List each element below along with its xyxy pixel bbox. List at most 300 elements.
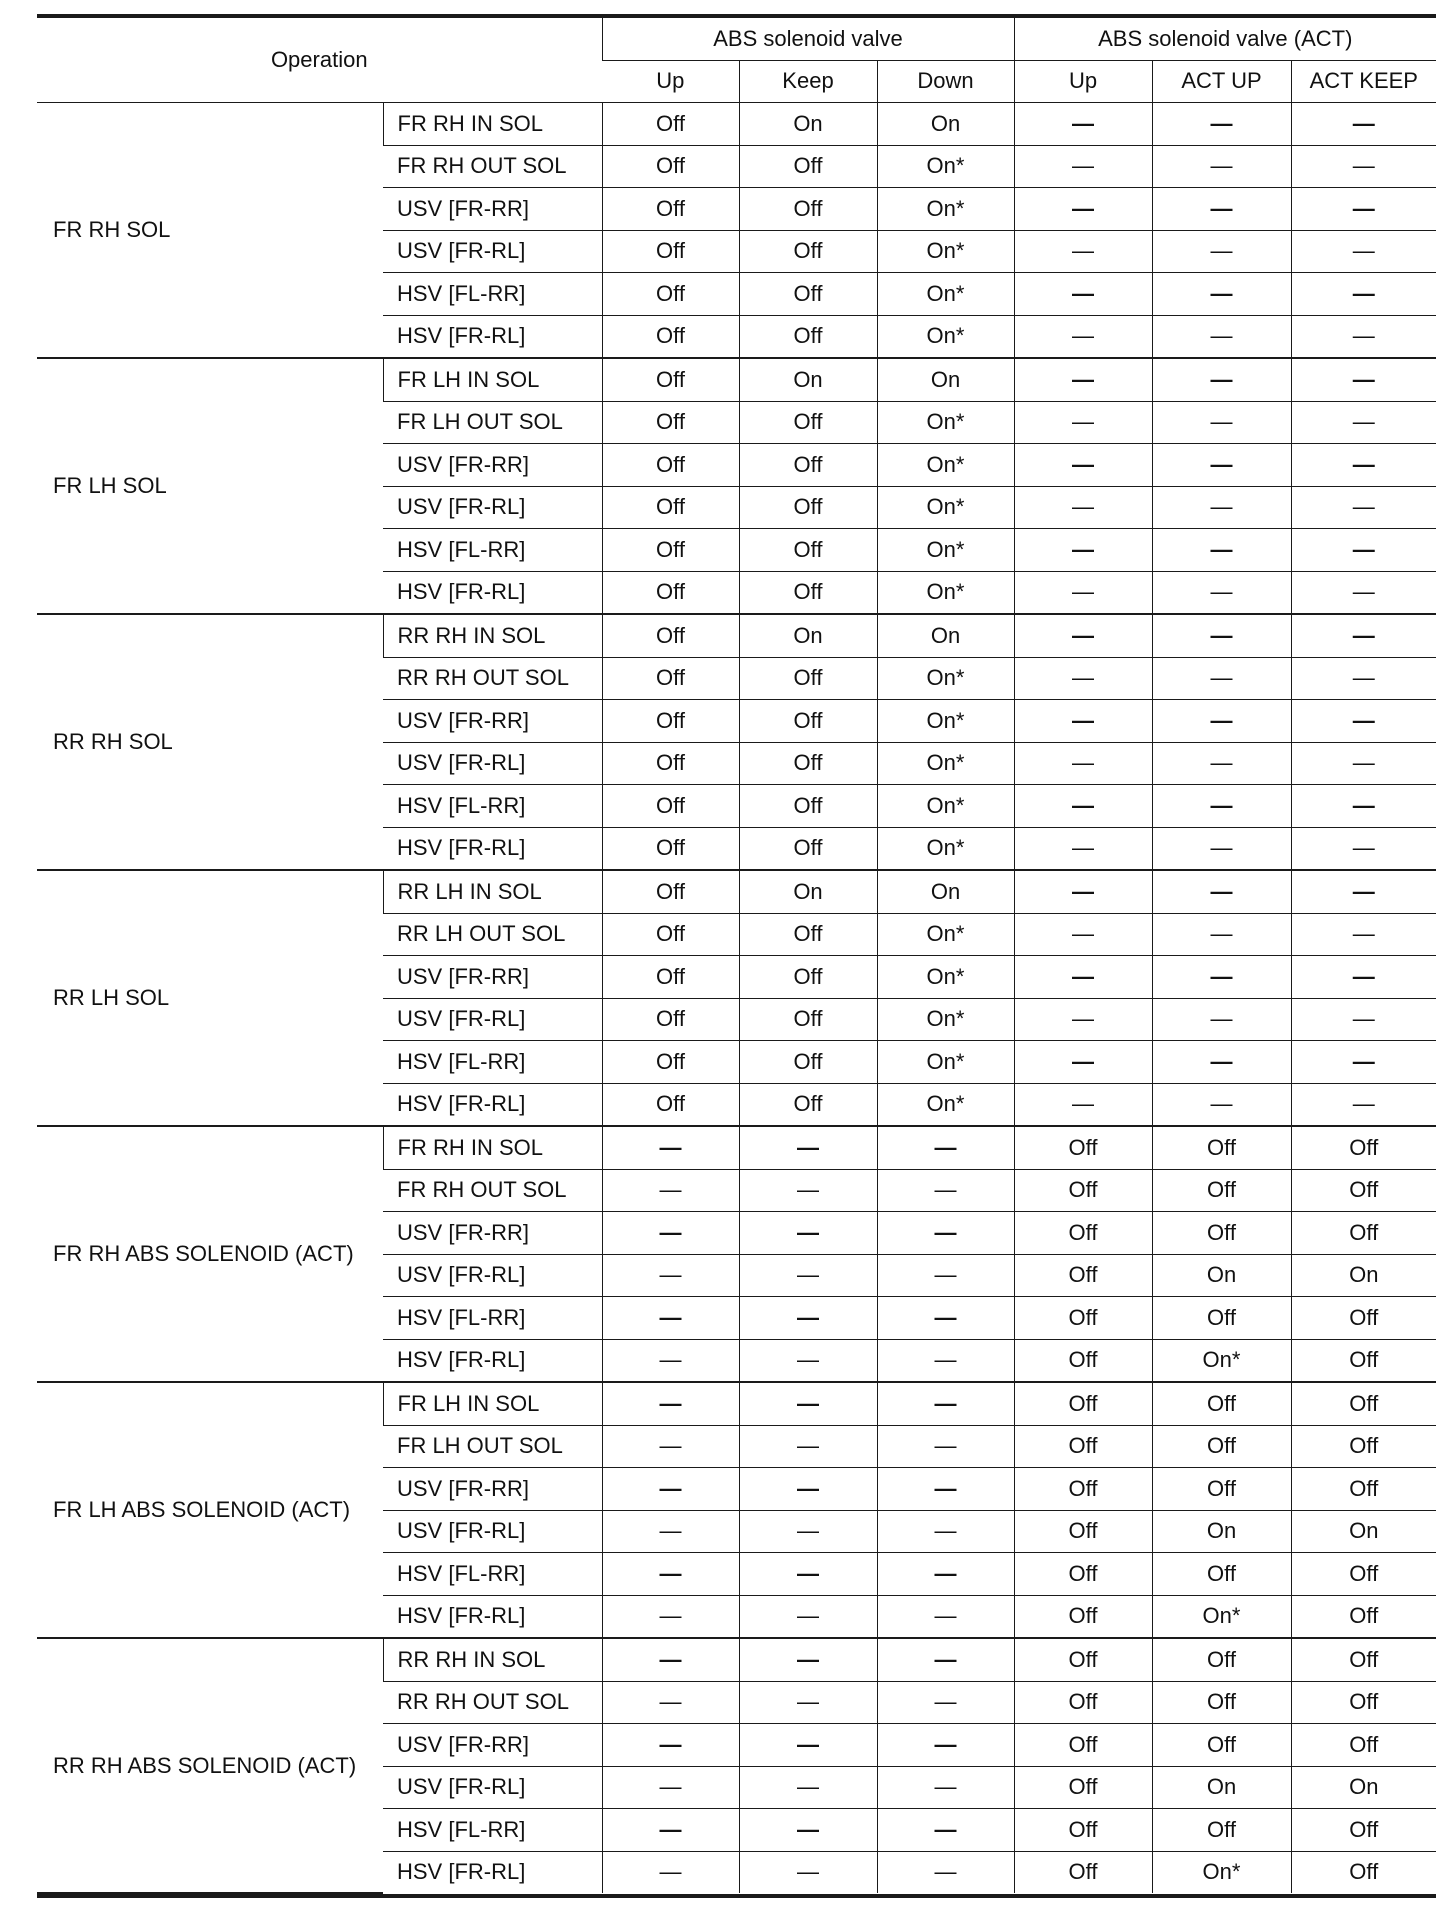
table-body [37,103,1436,1894]
status-cell: — [1152,444,1291,487]
status-cell: — [602,1254,739,1297]
status-cell: Off [602,1041,739,1084]
operation-group-label: FR LH ABS SOLENOID (ACT) [37,1382,383,1638]
status-cell: Off [739,742,877,785]
solenoid-item-label: HSV [FR-RL] [383,1083,602,1126]
table-row [37,1638,1436,1681]
status-cell: Off [1291,1382,1436,1425]
status-cell: — [1291,401,1436,444]
status-cell: Off [602,401,739,444]
status-cell: Off [1291,1425,1436,1468]
status-cell: — [877,1681,1014,1724]
status-cell: Off [1014,1724,1152,1767]
status-cell: — [1291,827,1436,870]
status-cell: — [1014,614,1152,657]
status-cell: On* [877,1083,1014,1126]
status-cell: — [877,1169,1014,1212]
status-cell: — [1152,657,1291,700]
status-cell: — [1152,827,1291,870]
status-cell: Off [602,230,739,273]
status-cell: Off [602,145,739,188]
status-cell: — [1014,188,1152,231]
status-cell: — [1291,785,1436,828]
status-cell: — [1014,571,1152,614]
status-cell: — [1291,870,1436,913]
status-cell: Off [602,913,739,956]
status-cell: — [1014,103,1152,146]
status-cell: — [1014,913,1152,956]
solenoid-operation-table [37,14,1436,1898]
status-cell: Off [1152,1212,1291,1255]
status-cell: Off [1014,1553,1152,1596]
column-header: ACT KEEP [1291,60,1436,103]
status-cell: — [1291,956,1436,999]
status-cell: Off [602,998,739,1041]
status-cell: — [739,1553,877,1596]
status-cell: On [877,614,1014,657]
status-cell: — [1014,870,1152,913]
status-cell: On [739,614,877,657]
status-cell: On* [877,486,1014,529]
status-cell: Off [602,486,739,529]
status-cell: — [1014,1083,1152,1126]
status-cell: — [1014,486,1152,529]
status-cell: Off [1291,1212,1436,1255]
status-cell: On [877,358,1014,401]
status-cell: — [602,1339,739,1382]
status-cell: — [739,1724,877,1767]
solenoid-item-label: HSV [FL-RR] [383,529,602,572]
status-cell: — [877,1468,1014,1511]
status-cell: — [602,1212,739,1255]
solenoid-item-label: USV [FR-RR] [383,444,602,487]
status-cell: On* [877,401,1014,444]
status-cell: Off [739,571,877,614]
status-cell: — [602,1382,739,1425]
solenoid-item-label: USV [FR-RL] [383,998,602,1041]
status-cell: — [1291,486,1436,529]
status-cell: Off [1014,1126,1152,1169]
table-row [37,614,1436,657]
status-cell: Off [739,529,877,572]
status-cell: — [1291,315,1436,358]
status-cell: — [877,1425,1014,1468]
status-cell: — [1291,358,1436,401]
solenoid-item-label: HSV [FL-RR] [383,785,602,828]
status-cell: — [877,1724,1014,1767]
table-row [37,103,1436,146]
status-cell: Off [602,273,739,316]
status-cell: Off [1152,1169,1291,1212]
status-cell: — [602,1766,739,1809]
status-cell: On [1152,1510,1291,1553]
status-cell: Off [1152,1809,1291,1852]
status-cell: Off [1152,1638,1291,1681]
status-cell: — [1291,103,1436,146]
status-cell: — [602,1553,739,1596]
column-header: Up [602,60,739,103]
status-cell: — [1152,700,1291,743]
solenoid-item-label: FR RH OUT SOL [383,145,602,188]
status-cell: — [1152,315,1291,358]
solenoid-item-label: HSV [FR-RL] [383,571,602,614]
status-cell: — [1291,742,1436,785]
status-cell: Off [1014,1254,1152,1297]
status-cell: Off [1291,1851,1436,1893]
status-cell: Off [739,188,877,231]
status-cell: — [739,1254,877,1297]
status-cell: Off [602,827,739,870]
status-cell: — [739,1681,877,1724]
status-cell: On* [877,700,1014,743]
status-cell: Off [602,742,739,785]
status-cell: — [1152,486,1291,529]
solenoid-item-label: HSV [FR-RL] [397,1859,526,1885]
status-cell: Off [1014,1169,1152,1212]
status-cell: On* [1152,1339,1291,1382]
status-cell: Off [1014,1510,1152,1553]
status-cell: Off [1152,1468,1291,1511]
status-cell: — [1152,913,1291,956]
status-cell: — [602,1169,739,1212]
status-cell: — [739,1638,877,1681]
status-cell: — [1152,145,1291,188]
solenoid-item-label: USV [FR-RR] [383,188,602,231]
solenoid-item-label: HSV [FR-RL] [383,1595,602,1638]
status-cell: — [1291,571,1436,614]
status-cell: — [877,1126,1014,1169]
status-cell: — [602,1297,739,1340]
status-cell: — [1014,444,1152,487]
status-cell: Off [739,998,877,1041]
status-cell: — [877,1766,1014,1809]
status-cell: — [739,1169,877,1212]
operation-group-label: RR RH SOL [37,614,383,870]
column-header: ACT UP [1152,60,1291,103]
status-cell: Off [1152,1382,1291,1425]
status-cell: — [1014,956,1152,999]
status-cell: — [739,1297,877,1340]
operation-group-label: FR RH SOL [37,103,383,359]
status-cell: — [1291,913,1436,956]
solenoid-item-label: USV [FR-RL] [383,1766,602,1809]
column-header: Up [1014,60,1152,103]
column-header: Down [877,60,1014,103]
status-cell: Off [739,956,877,999]
status-cell: Off [739,657,877,700]
status-cell: Off [739,700,877,743]
status-cell: Off [739,315,877,358]
status-cell: On [1152,1766,1291,1809]
operation-group-label: RR LH SOL [37,870,383,1126]
status-cell: — [1014,700,1152,743]
solenoid-item-label: FR LH OUT SOL [383,401,602,444]
status-cell: On [1291,1254,1436,1297]
status-cell: On* [877,998,1014,1041]
table-row [37,870,1436,913]
status-cell: — [877,1510,1014,1553]
status-cell: — [1152,273,1291,316]
status-cell: — [739,1425,877,1468]
status-cell: On* [877,315,1014,358]
table-header [37,18,1436,103]
status-cell: Off [1291,1468,1436,1511]
status-cell: — [1291,1083,1436,1126]
status-cell: — [877,1638,1014,1681]
status-cell: — [739,1809,877,1852]
status-cell: Off [602,870,739,913]
status-cell: Off [1014,1681,1152,1724]
status-cell: Off [1291,1724,1436,1767]
solenoid-item-label: FR LH IN SOL [383,1382,602,1425]
table-row [37,358,1436,401]
status-cell: — [602,1425,739,1468]
status-cell: — [602,1724,739,1767]
status-cell: Off [1014,1382,1152,1425]
solenoid-item-label: HSV [FR-RL] [383,315,602,358]
status-cell: Off [1152,1553,1291,1596]
status-cell: — [877,1212,1014,1255]
status-cell: Off [1014,1809,1152,1852]
status-cell: Off [1014,1212,1152,1255]
status-cell: Off [1291,1681,1436,1724]
status-cell: Off [602,188,739,231]
solenoid-item-label: RR RH OUT SOL [383,657,602,700]
status-cell: — [1014,1041,1152,1084]
status-cell: — [1152,230,1291,273]
status-cell: On [1291,1766,1436,1809]
status-cell: Off [1291,1169,1436,1212]
solenoid-item-label: USV [FR-RR] [383,700,602,743]
solenoid-item-label: FR LH OUT SOL [383,1425,602,1468]
status-cell: Off [1014,1468,1152,1511]
status-cell: On* [877,145,1014,188]
status-cell: — [1152,998,1291,1041]
table-row [37,1126,1436,1169]
status-cell: Off [739,145,877,188]
status-cell: — [739,1382,877,1425]
status-cell: — [877,1297,1014,1340]
status-cell: Off [602,315,739,358]
status-cell: On* [1152,1595,1291,1638]
status-cell: — [1152,529,1291,572]
status-cell: — [602,1468,739,1511]
solenoid-item-label: RR RH OUT SOL [383,1681,602,1724]
status-cell: — [1014,358,1152,401]
column-header: Keep [739,60,877,103]
status-cell: — [1152,358,1291,401]
status-cell: Off [1291,1297,1436,1340]
solenoid-item-label: FR RH IN SOL [383,103,602,146]
status-cell: — [877,1254,1014,1297]
status-cell: — [1152,571,1291,614]
status-cell: Off [739,486,877,529]
status-cell: — [1291,1041,1436,1084]
status-cell: Off [1014,1638,1152,1681]
status-cell: — [1152,103,1291,146]
status-cell: — [1152,870,1291,913]
operation-header: Operation [37,18,602,103]
status-cell: — [1152,785,1291,828]
status-cell: Off [739,785,877,828]
status-cell: — [1014,657,1152,700]
abs-solenoid-valve-header: ABS solenoid valve [602,18,1014,60]
status-cell: — [602,1595,739,1638]
solenoid-item-label: USV [FR-RL] [383,1254,602,1297]
status-cell: — [1291,444,1436,487]
status-cell: — [1152,956,1291,999]
solenoid-item-label: USV [FR-RR] [383,1468,602,1511]
status-cell: Off [1152,1681,1291,1724]
status-cell: Off [1014,1595,1152,1638]
solenoid-item-label: USV [FR-RL] [383,230,602,273]
status-cell: On [877,870,1014,913]
status-cell: — [1014,785,1152,828]
solenoid-item-label: HSV [FR-RL] [383,827,602,870]
status-cell: On [877,103,1014,146]
status-cell: Off [1152,1425,1291,1468]
status-cell: — [602,1638,739,1681]
status-cell: Off [602,956,739,999]
status-cell: — [1291,230,1436,273]
status-cell: — [1152,1083,1291,1126]
status-cell: — [1014,315,1152,358]
status-cell: Off [1152,1297,1291,1340]
status-cell: — [739,1126,877,1169]
solenoid-item-label: RR RH IN SOL [383,614,602,657]
status-cell: — [739,1339,877,1382]
status-cell: — [1291,998,1436,1041]
status-cell: — [739,1851,877,1893]
status-cell: Off [602,785,739,828]
status-cell: On* [877,571,1014,614]
solenoid-item-label: HSV [FL-RR] [383,1553,602,1596]
status-cell: Off [602,103,739,146]
status-cell: — [1291,273,1436,316]
solenoid-item-label: FR RH IN SOL [383,1126,602,1169]
status-cell: Off [1014,1766,1152,1809]
status-cell: — [1291,657,1436,700]
status-cell: — [877,1382,1014,1425]
solenoid-item-label: USV [FR-RR] [383,1212,602,1255]
status-cell: Off [602,571,739,614]
status-cell: Off [739,827,877,870]
status-cell: On [739,870,877,913]
status-cell: Off [1291,1638,1436,1681]
status-cell: — [1291,614,1436,657]
solenoid-item-label: USV [FR-RL] [383,1510,602,1553]
status-cell: — [877,1595,1014,1638]
solenoid-item-label: USV [FR-RR] [383,956,602,999]
operation-group-label: FR LH SOL [37,358,383,614]
solenoid-item-label: RR RH IN SOL [383,1638,602,1681]
status-cell: On* [877,657,1014,700]
status-cell: Off [1291,1126,1436,1169]
status-cell: On* [877,956,1014,999]
status-cell: — [1291,188,1436,231]
status-cell: Off [739,913,877,956]
status-cell: On* [877,742,1014,785]
solenoid-item-label: FR LH IN SOL [383,358,602,401]
status-cell: — [877,1553,1014,1596]
status-cell: On [739,358,877,401]
status-cell: — [1291,145,1436,188]
status-cell: Off [739,230,877,273]
status-cell: — [1014,529,1152,572]
status-cell: — [1152,614,1291,657]
status-cell: Off [1291,1595,1436,1638]
status-cell: Off [1291,1553,1436,1596]
status-cell: On* [877,273,1014,316]
status-cell: — [1291,529,1436,572]
status-cell: — [1152,742,1291,785]
status-cell: — [877,1851,1014,1893]
status-cell: — [1014,998,1152,1041]
status-cell: — [1152,188,1291,231]
status-cell: Off [602,614,739,657]
status-cell: On* [1152,1851,1291,1893]
status-cell: On* [877,444,1014,487]
status-cell: On* [877,785,1014,828]
solenoid-item-label: RR LH IN SOL [383,870,602,913]
status-cell: Off [602,529,739,572]
status-cell: Off [602,444,739,487]
status-cell: On [739,103,877,146]
status-cell: Off [602,1083,739,1126]
status-cell: — [877,1809,1014,1852]
status-cell: Off [739,273,877,316]
solenoid-item-label: HSV [FL-RR] [383,1297,602,1340]
status-cell: Off [1291,1809,1436,1852]
status-cell: — [739,1212,877,1255]
solenoid-item-label: USV [FR-RL] [383,486,602,529]
status-cell: On* [877,230,1014,273]
status-cell: — [1014,230,1152,273]
status-cell: — [602,1809,739,1852]
status-cell: — [739,1510,877,1553]
status-cell: Off [1014,1339,1152,1382]
solenoid-item-label: HSV [FL-RR] [383,273,602,316]
solenoid-item-label: USV [FR-RR] [383,1724,602,1767]
status-cell: On* [877,529,1014,572]
status-cell: — [1291,700,1436,743]
status-cell: — [1014,827,1152,870]
status-cell: — [739,1468,877,1511]
solenoid-item-label: RR LH OUT SOL [383,913,602,956]
status-cell: — [1014,401,1152,444]
status-cell: On [1152,1254,1291,1297]
status-cell: Off [602,700,739,743]
status-cell: Off [1152,1126,1291,1169]
status-cell: Off [602,358,739,401]
solenoid-item-label: HSV [FR-RL] [383,1339,602,1382]
status-cell: Off [602,657,739,700]
status-cell: — [877,1339,1014,1382]
status-cell: — [1014,273,1152,316]
status-cell: On* [877,188,1014,231]
status-cell: Off [739,444,877,487]
status-cell: — [1014,145,1152,188]
status-cell: — [1152,401,1291,444]
status-cell: On* [877,1041,1014,1084]
status-cell: — [1014,742,1152,785]
status-cell: — [602,1126,739,1169]
table-row [37,1382,1436,1425]
status-cell: Off [1014,1297,1152,1340]
status-cell: On* [877,913,1014,956]
operation-group-label: RR RH ABS SOLENOID (ACT) [37,1638,383,1893]
status-cell: — [602,1681,739,1724]
